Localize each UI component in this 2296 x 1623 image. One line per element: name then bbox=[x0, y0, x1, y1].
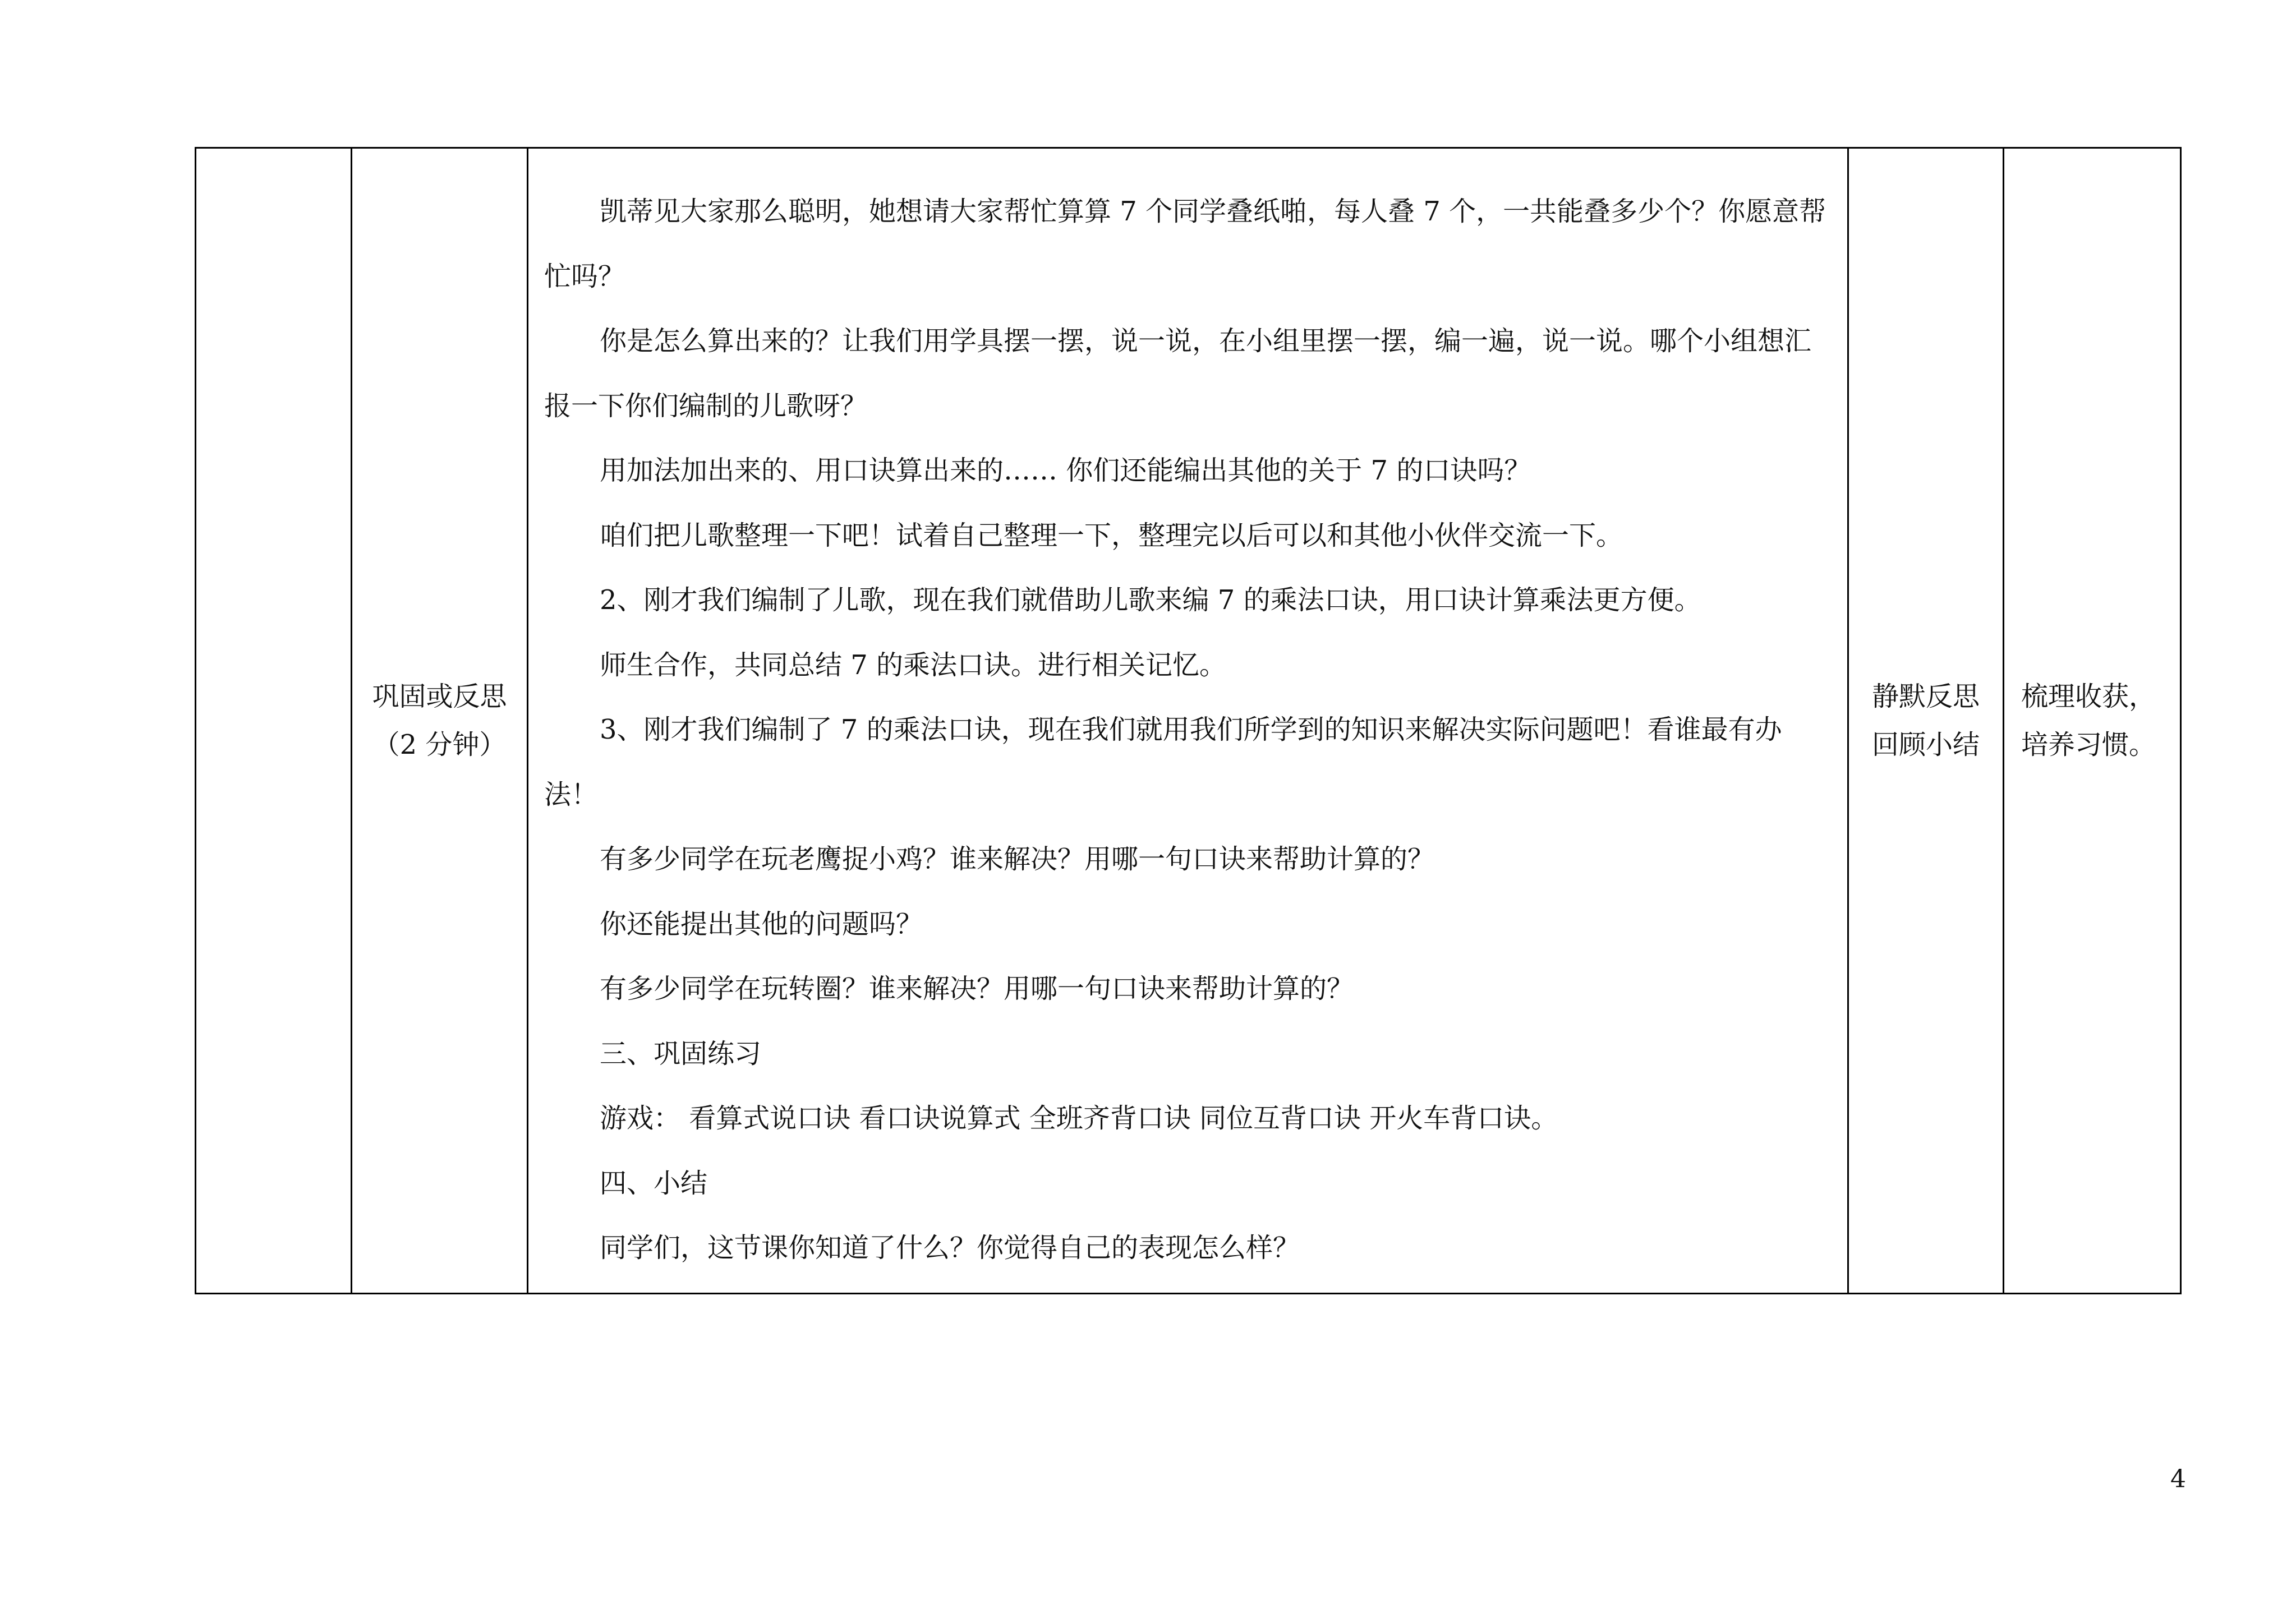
design-intent-line: 培养习惯。 bbox=[2021, 729, 2156, 760]
content-paragraph: 师生合作，共同总结 7 的乘法口诀。进行相关记忆。 bbox=[600, 649, 1227, 681]
student-activity-line: 回顾小结 bbox=[1871, 729, 1980, 760]
content-paragraph: 同学们，这节课你知道了什么？你觉得自己的表现怎么样？ bbox=[600, 1232, 1300, 1264]
design-intent bbox=[2004, 672, 2180, 769]
content-paragraph: 你是怎么算出来的？让我们用学具摆一摆，说一说，在小组里摆一摆，编一遍，说一说。哪个小组想汇报一下你们编制的儿歌呀？ bbox=[544, 325, 1812, 422]
content-paragraph: 3、刚才我们编制了 7 的乘法口诀，现在我们就用我们所学到的知识来解决实际问题吧！看谁最有办法！ bbox=[544, 714, 1782, 810]
section-heading: 四、小结 bbox=[600, 1167, 708, 1199]
stage-duration: （2 分钟） bbox=[372, 729, 507, 760]
lesson-plan-table bbox=[195, 147, 2182, 1294]
section-heading: 三、巩固练习 bbox=[600, 1038, 762, 1069]
student-activity bbox=[1849, 672, 2003, 769]
content-paragraph: 有多少同学在玩转圈？谁来解决？用哪一句口诀来帮助计算的？ bbox=[600, 973, 1354, 1005]
content-paragraph: 游戏： 看算式说口诀 看口诀说算式 全班齐背口诀 同位互背口诀 开火车背口诀。 bbox=[600, 1103, 1558, 1135]
page-number: 4 bbox=[2170, 1465, 2186, 1493]
stage-name: 巩固或反思 bbox=[372, 681, 507, 712]
content-paragraph: 咱们把儿歌整理一下吧！试着自己整理一下，整理完以后可以和其他小伙伴交流一下。 bbox=[600, 519, 1623, 551]
content-paragraph: 你还能提出其他的问题吗？ bbox=[600, 908, 923, 940]
student-activity-line: 静默反思 bbox=[1871, 681, 1980, 712]
stage-label bbox=[352, 672, 527, 769]
design-intent-cell bbox=[2004, 148, 2181, 1294]
stage-cell bbox=[352, 148, 528, 1294]
content-paragraph: 2、刚才我们编制了儿歌，现在我们就借助儿歌来编 7 的乘法口诀，用口诀计算乘法更方便。 bbox=[600, 584, 1701, 616]
content-paragraph: 有多少同学在玩老鹰捉小鸡？谁来解决？用哪一句口诀来帮助计算的？ bbox=[600, 843, 1435, 875]
design-intent-line: 梳理收获， bbox=[2021, 681, 2156, 712]
content-paragraph: 凯蒂见大家那么聪明，她想请大家帮忙算算 7 个同学叠纸啪，每人叠 7 个，一共能叠多少个？你愿意帮忙吗？ bbox=[544, 196, 1826, 292]
content-cell bbox=[528, 148, 1848, 1294]
student-activity-cell bbox=[1848, 148, 2004, 1294]
teaching-content bbox=[528, 160, 1847, 1281]
table-row bbox=[196, 148, 2181, 1294]
empty-cell bbox=[196, 148, 352, 1294]
content-paragraph: 用加法加出来的、用口诀算出来的…… 你们还能编出其他的关于 7 的口诀吗？ bbox=[600, 455, 1531, 487]
